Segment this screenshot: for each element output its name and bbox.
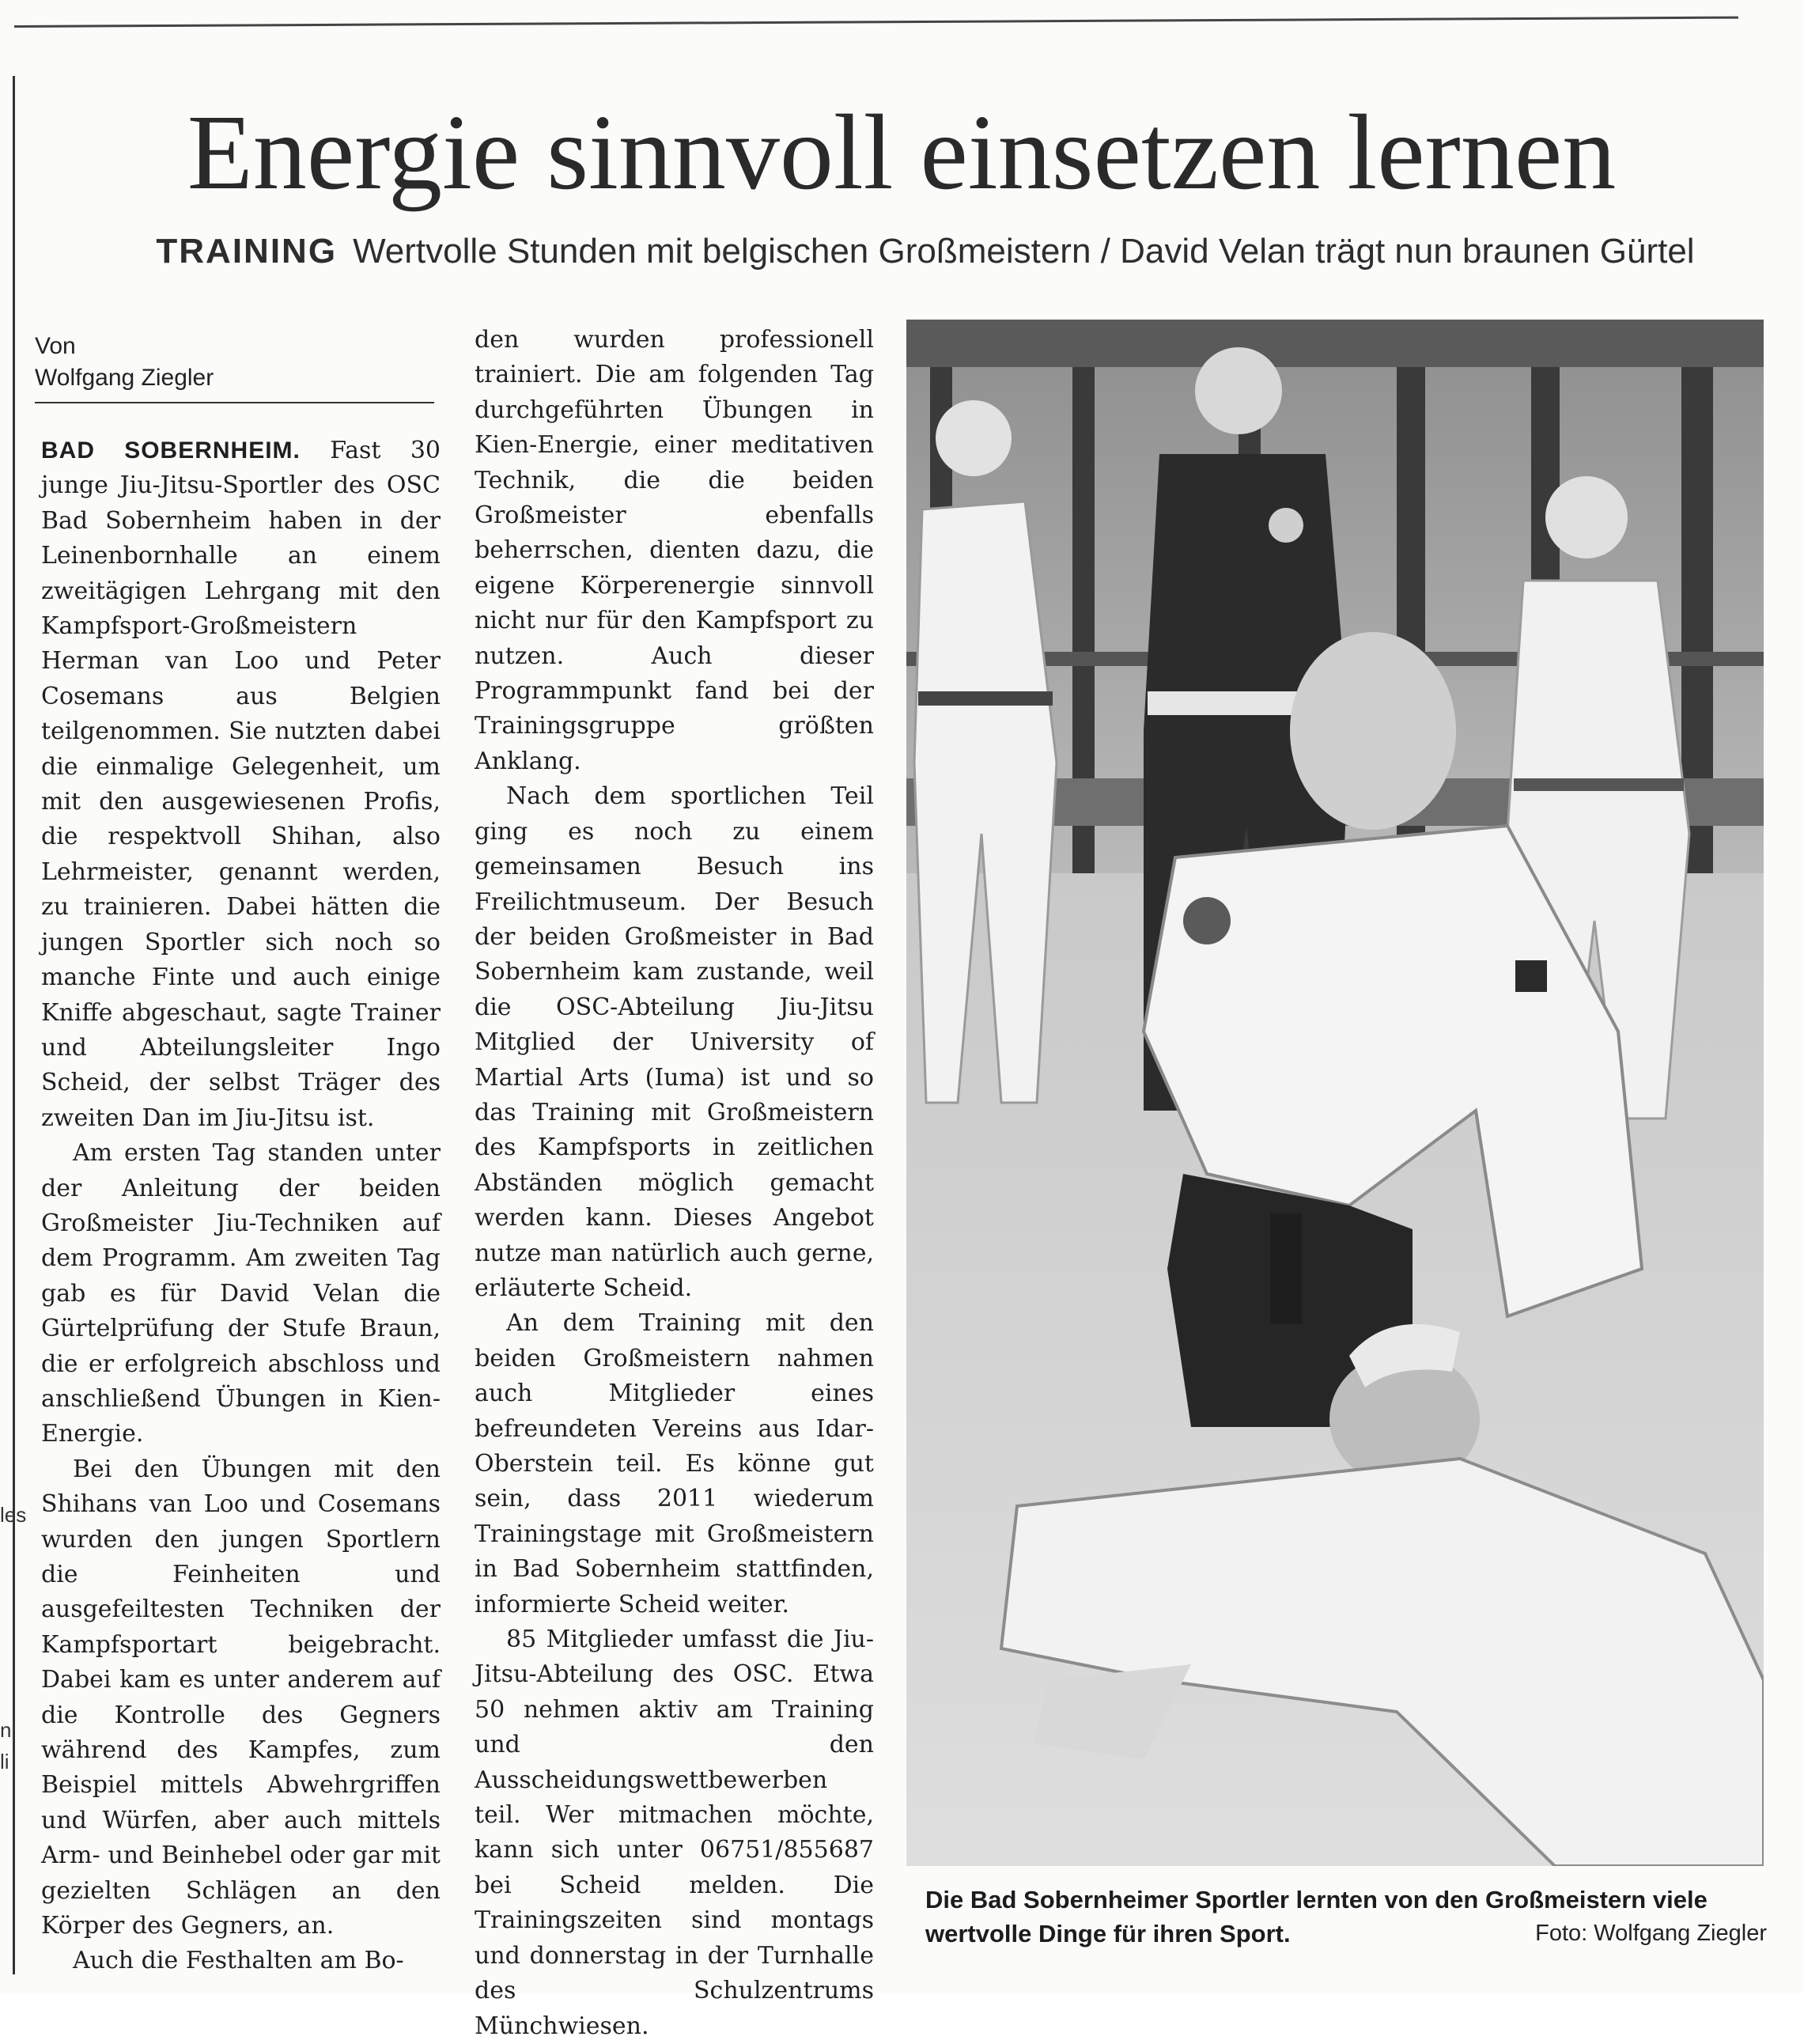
paragraph <box>41 433 441 1136</box>
photo-caption: Die Bad Sobernheimer Sportler lernten von den Großmeistern viele wertvolle Dinge für ihren Sport. <box>925 1886 1708 1947</box>
article-photo <box>906 320 1764 1866</box>
top-rule <box>14 17 1738 28</box>
headline: Energie sinnvoll einsetzen lernen <box>187 93 1617 212</box>
paragraph: Auch die Festhalten am Bo- <box>73 1947 404 1975</box>
paragraph: Nach dem sportlichen Teil ging es noch zu einem gemeinsamen Besuch ins Freilichtmuseum. Der Besuch der beiden Großmeister in Bad Sobernheim kam zustande, weil die OSC-Abteilung Jiu-Jitsu Mitglied der University of Martial Arts (Iuma) ist und so das Training mit Großmeistern des Kampfsports in zeitlichen Abständen möglich gemacht werden kann. Dieses Angebot nutze man natürlich auch gerne, erläuterte Scheid. <box>475 782 874 1302</box>
paragraph: Am ersten Tag standen unter der Anleitung der beiden Großmeister Jiu-Techniken auf dem Programm. Am zweiten Tag gab es für David Velan die Gürtelprüfung der Stufe Braun, die er erfolgreich abschloss und anschließend Übungen in Kien-Energie. <box>41 1139 441 1448</box>
article-column-1 <box>41 433 441 1979</box>
paragraph: An dem Training mit den beiden Großmeistern nahmen auch Mitglieder eines befreundeten Vereins aus Idar-Oberstein teil. Es könne gut sein, dass 2011 wiederum Trainingstage mit Großmeistern in Bad Sobernheim stattfinden, informierte Scheid weiter. <box>475 1309 874 1618</box>
kicker: TRAINING <box>156 232 338 271</box>
cut-off-text-fragment: n <box>0 1718 12 1742</box>
photo-illustration <box>906 320 1764 1866</box>
left-column-rule <box>13 76 15 1974</box>
paragraph: 85 Mitglieder umfasst die Jiu-Jitsu-Abteilung des OSC. Etwa 50 nehmen aktiv am Training und den Ausscheidungswettbewerben teil. Wer mitmachen möchte, kann sich unter 06751/855687 bei Scheid melden. Die Trainingszeiten sind montags und donnerstag in der Turnhalle des Schulzentrums Münchwiesen. <box>475 1626 874 2040</box>
cut-off-text-fragment: les <box>0 1503 27 1527</box>
paragraph: Bei den Übungen mit den Shihans van Loo und Cosemans wurden den jungen Sportlern die Feinheiten und ausgefeiltesten Techniken der Kampfsportart beigebracht. Dabei kam es unter anderem auf die Kontrolle des Gegners während des Kampfes, zum Beispiel mittels Abwehrgriffen und Würfen, aber auch mittels Arm- und Beinhebel oder gar mit gezielten Schlägen an den Körper des Gegners, an. <box>41 1455 441 1940</box>
author-name: Wolfgang Ziegler <box>35 365 214 391</box>
photo-credit: Foto: Wolfgang Ziegler <box>1535 1921 1767 1946</box>
dateline: BAD SOBERNHEIM. <box>41 437 301 464</box>
subheadline <box>134 229 1716 274</box>
paragraph: den wurden professionell trainiert. Die am folgenden Tag durchgeführten Übungen in Kien-Energie, einer meditativen Technik, die die beiden Großmeister ebenfalls beherrschen, dienten dazu, die eigene Körperenergie sinnvoll nicht nur für den Kampfsport zu nutzen. Auch dieser Programmpunkt fand bei der Trainingsgruppe größten Anklang. <box>475 326 874 775</box>
byline <box>35 331 434 403</box>
article-column-2 <box>475 323 874 2044</box>
cut-off-text-fragment: li <box>0 1750 9 1773</box>
paragraph-text: Fast 30 junge Jiu-Jitsu-Sportler des OSC Bad Sobernheim haben in der Leinenbornhalle an einem zweitägigen Lehrgang mit den Kampfsport-Großmeistern Herman van Loo und Peter Cosemans aus Belgien teilgenommen. Sie nutzten dabei die einmalige Gelegenheit, um mit den ausgewiesenen Profis, die respektvoll Shihan, also Lehrmeister, genannt werden, zu trainieren. Dabei hätten die jungen Sportler sich noch so manche Finte und auch einige Kniffe abgeschaut, sagte Trainer und Abteilungsleiter Ingo Scheid, der selbst Träger des zweiten Dan im Jiu-Jitsu ist. <box>41 437 441 1132</box>
subheadline-text: Wertvolle Stunden mit belgischen Großmeistern / David Velan trägt nun braunen Gürtel <box>353 232 1695 271</box>
byline-prefix: Von <box>35 333 76 359</box>
